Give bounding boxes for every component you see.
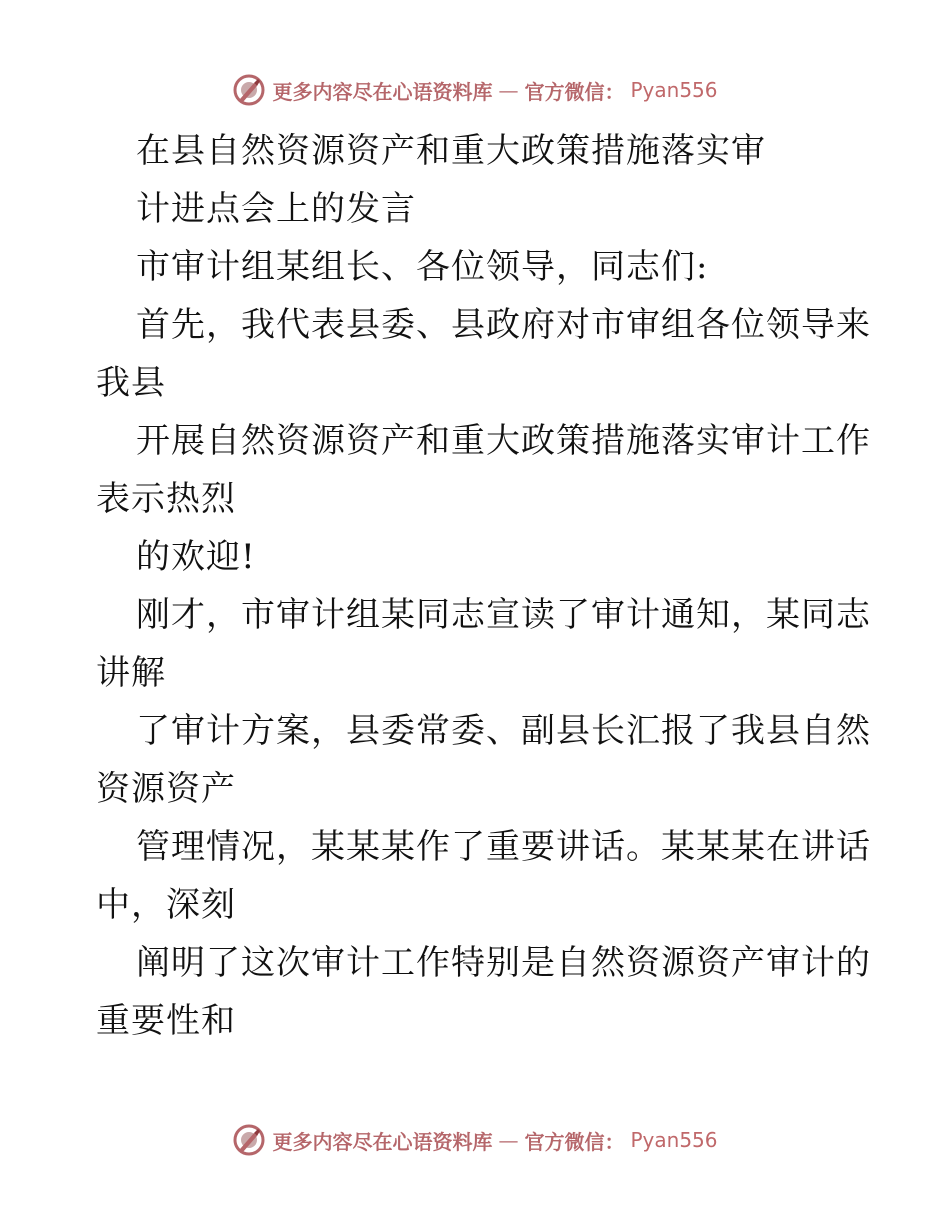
paragraph-line: 表示热烈 — [96, 479, 236, 519]
paragraph-line: 刚才，市审计组某同志宣读了审计通知，某同志 — [136, 595, 871, 635]
header-watermark — [0, 70, 950, 110]
watermark-suffix: 官方微信： — [524, 1129, 625, 1154]
paragraph-line: 重要性和 — [96, 1001, 236, 1041]
paragraph-line: 了审计方案，县委常委、副县长汇报了我县自然 — [136, 711, 871, 751]
title-line-2: 计进点会上的发言 — [136, 189, 416, 229]
paragraph-line: 中，深刻 — [96, 885, 236, 925]
watermark-id: Pyan556 — [630, 1128, 718, 1152]
watermark-dash: — — [498, 1128, 519, 1152]
watermark-text: 更多内容尽在心语资料库 — [272, 79, 493, 104]
paragraph-line: 阐明了这次审计工作特别是自然资源资产审计的 — [136, 943, 871, 983]
footer-watermark — [0, 1120, 950, 1160]
paragraph-line: 的欢迎! — [136, 537, 256, 577]
pen-logo-icon — [232, 1123, 266, 1157]
paragraph-line: 开展自然资源资产和重大政策措施落实审计工作 — [136, 421, 871, 461]
paragraph-line: 我县 — [96, 363, 166, 403]
watermark-text: 更多内容尽在心语资料库 — [272, 1129, 493, 1154]
document-body — [96, 122, 871, 1050]
watermark-id: Pyan556 — [630, 78, 718, 102]
paragraph-line: 讲解 — [96, 653, 166, 693]
pen-logo-icon — [232, 73, 266, 107]
paragraph-line: 首先，我代表县委、县政府对市审组各位领导来 — [136, 305, 871, 345]
title-line-1: 在县自然资源资产和重大政策措施落实审 — [136, 131, 766, 171]
salutation-line: 市审计组某组长、各位领导，同志们: — [136, 247, 709, 287]
watermark-dash: — — [498, 78, 519, 102]
paragraph-line: 管理情况，某某某作了重要讲话。某某某在讲话 — [136, 827, 871, 867]
watermark-suffix: 官方微信： — [524, 79, 625, 104]
paragraph-line: 资源资产 — [96, 769, 236, 809]
